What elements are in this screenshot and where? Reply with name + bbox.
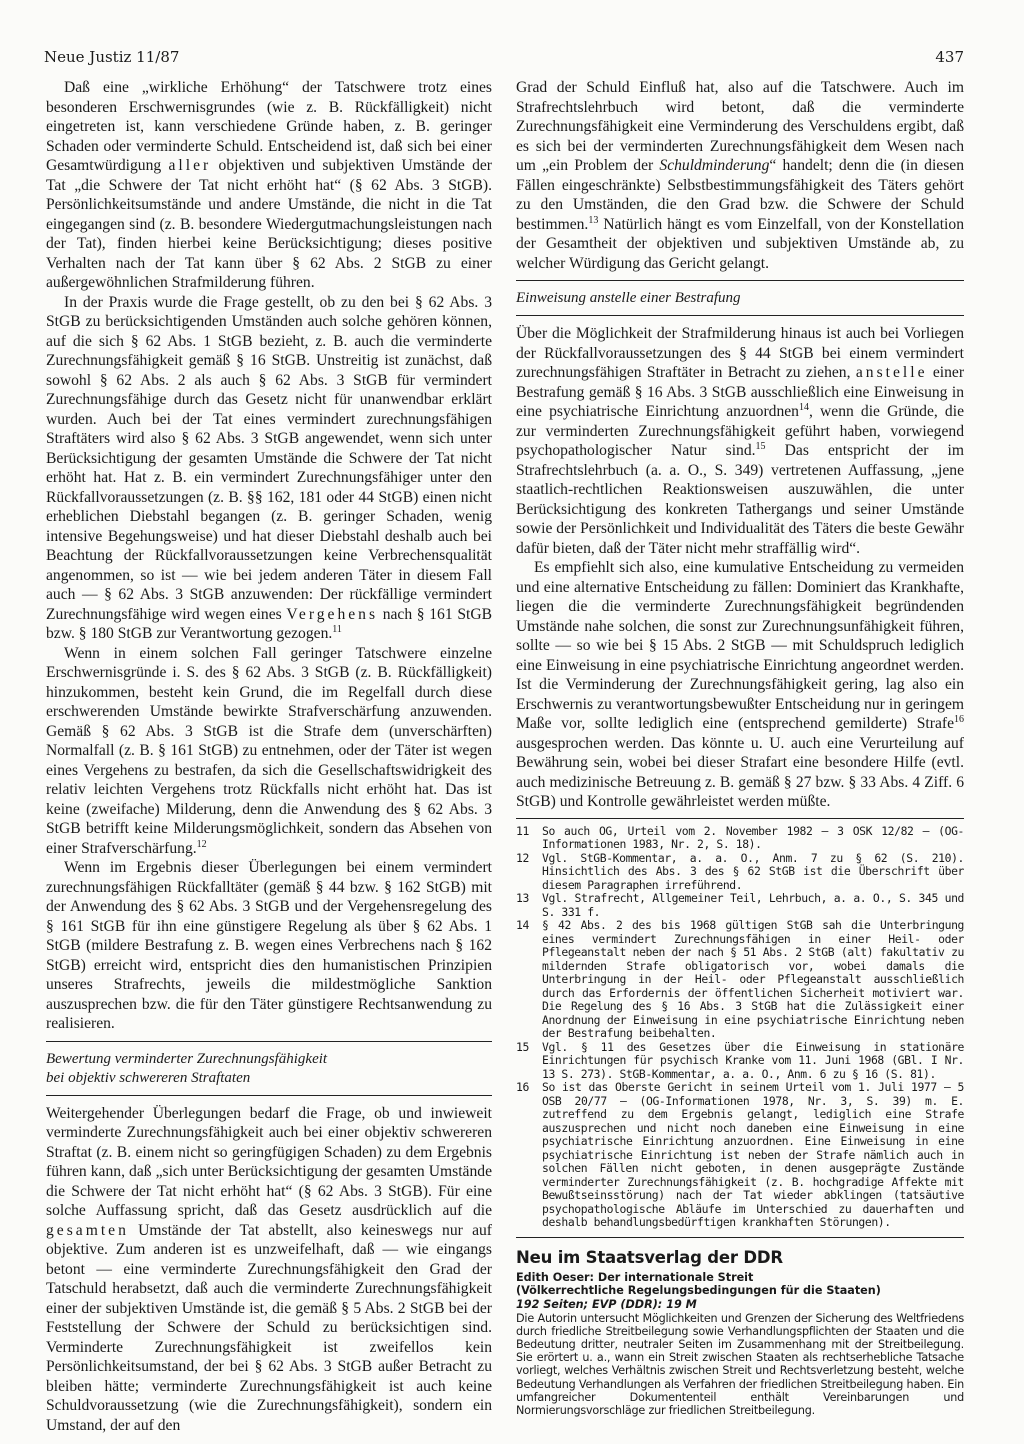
text: ausgesprochen werden. Das könnte u. U. auch eine Verurteilung auf Bewährung sein, wobei bei dieser Strafart eine besondere Hilfe (evtl. auch medizinische Betreuung z. B. gemäß § 27 bzw. § 33 Abs. 4 Ziff. 6 StGB) und Kontrolle gewährleistet werden müßte. <box>516 734 964 810</box>
text: einer Bestrafung gemäß § 16 Abs. 3 StGB ausschließlich eine Einweisung in eine psychiatrische Einrichtung anzuordnen <box>516 364 965 420</box>
text: Daß eine „wirkliche Erhöhung“ der Tatschwere trotz eines besonderen Erschwernisgrundes (wie z. B. Rückfälligkeit) nicht eingetreten ist, kann verschiedene Gründe haben, z. B. geringer Schaden oder verminderte Schuld. Entscheidend ist, daß sich bei einer Gesamtwürdigung <box>46 79 492 174</box>
footnotes <box>516 825 964 1230</box>
spaced-text: anstelle <box>855 364 928 381</box>
footnote-ref: 16 <box>954 713 964 725</box>
footnote <box>516 1081 964 1230</box>
paragraph <box>46 293 492 644</box>
paragraph <box>46 1104 492 1436</box>
footnote-number: 13 <box>516 891 529 905</box>
book-description: Die Autorin untersucht Möglichkeiten und Grenzen der Sicherung des Weltfriedens durch friedliche Streitbeilegung sowie Verhandlungspflichten der Staaten und die Bedeutung dritter, neutraler Seiten im Zusammenhang mit der Streitbeilegung. Sie erörtert u. a., wann ein Streit zwischen Staaten als rechtserhebliche Tatsache vorliegt, welches Verhältnis zwischen Streit und Rechtsverletzung besteht, welche Bedeutung Verhandlungen als Verfahren der friedlichen Streitbeilegung haben. Ein umfangreicher Dokumententeil enthält Vereinbarungen und Normierungsvorschläge zur friedlichen Streitbeilegung. <box>516 1311 964 1417</box>
text: Über die Möglichkeit der Strafmilderung hinaus ist auch bei Vorliegen der Rückfallvoraussetzungen des § 44 StGB bei einem vermindert zurechnungsfähigen Straftäter in Betracht zu ziehen, <box>516 325 964 381</box>
footnote-number: 12 <box>516 850 529 865</box>
footnote-text: So auch OG, Urteil vom 2. November 1982 — 3 OSK 12/82 — (OG-Informationen 1983, Nr. 2, S. 18). <box>542 823 964 851</box>
text: Wenn im Ergebnis dieser Überlegungen bei einem vermindert zurechnungsfähigen Rückfalltäter (gemäß § 44 bzw. § 162 StGB) mit der Anwendung des § 62 Abs. 3 StGB und der Vergehensregelung des § 161 StGB für ihn eine günstigere Regelung als über § 62 Abs. 1 StGB (mildere Bestrafung z. B. wegen eines Verbrechens nach § 162 StGB) erreicht wird, entspricht dies den humanistischen Prinzipien unseres Strafrechts, jeweils die mildestmögliche Sanktion auszusprechen bzw. die für den Täter günstigere Rechtsanwendung zu realisieren. <box>46 859 492 1032</box>
footnote-text: So ist das Oberste Gericht in seinem Urteil vom 1. Juli 1977 — 5 OSB 20/77 — (OG-Informationen 1978, Nr. 3, S. 39) m. E. zutreffend zu dem Ergebnis gelangt, lediglich eine Strafe auszusprechen und nicht noch daneben eine Einweisung in eine psychiatrische Einrichtung anzuordnen. Eine Einweisung in eine psychiatrische Einrichtung ist neben der Strafe nämlich auch in solchen Fällen nicht geboten, in denen ausgeprägte Zustände verminderter Zurechnungsfähigkeit (z. B. hochgradige Affekte mit Bewußtseinsstörung) nach der Tat wieder abklingen (tatsäutive psychopathologische Abläufe im Unterschied zu dauerhaften und deshalb behandlungsbedürftigen krankhaften Störungen). <box>542 1080 964 1229</box>
news-divider <box>516 1237 964 1238</box>
italic-text: Schuldminderung <box>659 157 770 174</box>
section-divider <box>46 1095 492 1096</box>
section-divider <box>46 1041 492 1042</box>
section-divider <box>516 280 964 281</box>
text: Wenn in einem solchen Fall geringer Tatschwere einzelne Erschwernisgründe i. S. des § 62 Abs. 3 StGB (z. B. Rückfälligkeit) hinzukommen, besteht kein Grund, die im Regelfall durch diese erschwerenden Umstände bewirkte Strafverschärfung anzuwenden. Gemäß § 62 Abs. 3 StGB ist die Strafe dem (unverschärften) Normalfall (z. B. § 161 StGB) zu entnehmen, oder der Täter ist wegen eines Vergehens zu bestrafen, da sich die Gesellschaftswidrigkeit des relativ leichten Vergehens trotz Rückfalls nicht erhöht hat. Das ist keine (zweifache) Milderung, denn die Anwendung des § 62 Abs. 3 StGB betrifft keine Milderungsmöglichkeit, sondern das Absehen von einer Strafverschärfung. <box>46 644 492 857</box>
spaced-text: gesamten <box>46 1221 129 1239</box>
footnote-ref: 13 <box>588 214 599 226</box>
footnote <box>516 852 964 893</box>
paragraph <box>516 558 964 812</box>
paragraph <box>516 324 964 558</box>
footnote-divider <box>516 818 964 819</box>
book-meta: 192 Seiten; EVP (DDR): 19 M <box>516 1297 697 1311</box>
text: In der Praxis wurde die Frage gestellt, ob zu den bei § 62 Abs. 3 StGB zu berücksichtigenden Umständen auch solche gehören können, auf die sich § 62 Abs. 1 StGB bezieht, z. B. auch die verminderte Zurechnungsfähigkeit gemäß § 16 StGB. Unstreitig ist zunächst, daß sowohl § 62 Abs. 2 als auch § 62 Abs. 3 StGB für vermindert Zurechnungsfähige durch das Gesetz nicht für unanwendbar erklärt wurden. Auch bei der Tat eines vermindert zurechnungsfähigen Straftäters wird also § 62 Abs. 3 StGB angewendet, wenn sich unter Berücksichtigung der gesamten Umstände die Schwere der Tat nicht erhöht hat. Hat z. B. ein vermindert Zurechnungsfähiger unter den Rückfallvoraussetzungen (z. B. §§ 162, 181 oder 44 StGB) einen nicht erheblichen Diebstahl begangen (z. B. geringer Schaden, wenig intensive Begehungsweise) und hat dieser Diebstahl deshalb auch bei Beachtung der Rückfallvoraussetzungen keine Verbrechensqualität angenommen, so ist — wie bei jedem anderen Täter in diesem Fall auch — § 62 Abs. 3 StGB anzuwenden: Der rückfällige vermindert Zurechnungsfähige wird wegen eines <box>46 293 492 623</box>
footnote-text: § 42 Abs. 2 des bis 1968 gültigen StGB sah die Unterbringung eines vermindert Zurechnungsfähigen in einer Heil- oder Pflegeanstalt neben der nach § 51 Abs. 2 StGB (alt) fakultativ zu mildernden Strafe obligatorisch vor, wobei damals die Unterbringung in der Heil- oder Pflegeanstalt ausschließlich durch das Erfordernis der öffentlichen Sicherheit motiviert war. Die Regelung des § 16 Abs. 3 StGB hat die Zulässigkeit einer Anordnung der Einweisung in eine psychiatrische Einrichtung neben der Bestrafung beibehalten. <box>542 918 964 1040</box>
news-title: Neu im Staatsverlag der DDR <box>516 1247 783 1267</box>
footnote-number: 11 <box>516 823 529 838</box>
section-title: Bewertung verminderter Zurechnungsfähigkeit <box>46 1050 328 1067</box>
text: Weitergehender Überlegungen bedarf die Frage, ob und inwieweit verminderte Zurechnungsfähigkeit auch bei einer objektiv schwereren Straftat (z. B. einem nicht so geringfügigen Schaden) zu dem Ergebnis führen kann, daß „sich unter Berücksichtigung der gesamten Umstände die Schwere der Tat nicht erhöht hat“ (§ 62 Abs. 3 StGB). Für eine solche Auffassung spricht, daß das Gesetz ausdrücklich auf die <box>46 1104 492 1219</box>
footnote <box>516 1041 964 1082</box>
footnote-ref: 15 <box>755 440 766 452</box>
book-subtitle: (Völkerrechtliche Regelungsbedingungen für die Staaten) <box>516 1284 881 1297</box>
footnote-text: Vgl. Strafrecht, Allgemeiner Teil, Lehrbuch, a. a. O., S. 345 und S. 331 f. <box>542 891 964 919</box>
right-column <box>516 78 964 1417</box>
footnote <box>516 825 964 852</box>
footnote-ref: 14 <box>798 401 809 413</box>
footnote-number: 15 <box>516 1039 529 1054</box>
footnote-ref: 11 <box>332 623 342 635</box>
text: Es empfiehlt sich also, eine kumulative Entscheidung zu vermeiden und eine alternative Entscheidung zu fällen: Dominiert das Krankhafte, liegen die die verminderte Zurechnungsfähigkeit begründenden Umstände nahe solchen, die sonst zur Zurechnungsunfähigkeit führen, sollte — so wie bei § 15 Abs. 2 StGB — mit Schuldspruch lediglich eine Einweisung in eine psychiatrische Einrichtung angeordnet werden. Ist die Verminderung der Zurechnungsfähigkeit gering, lag also ein Erschwernis zu verantwortungsbewußter Entscheidung nur in geringem Maße vor, sollte lediglich eine (entsprechend gemilderte) Strafe <box>516 559 964 732</box>
section-divider <box>516 315 964 316</box>
text: Umstände der Tat abstellt, also keineswegs nur auf objektive. Zum anderen ist es unzweifelhaft, daß — wie eingangs betont — eine verminderte Zurechnungsfähigkeit den Grad der Tatschuld herabsetzt, daß auch die verminderte Zurechnungsfähigkeit einer der subjektiven Umstände ist, die gemäß § 5 Abs. 2 StGB bei der Feststellung der Schwere der Schuld zu berücksichtigen sind. Verminderte Zurechnungsfähigkeit ist zweifellos kein Persönlichkeitsumstand, der bei § 62 Abs. 3 StGB außer Betracht zu bleiben hätte; verminderte Zurechnungsfähigkeit ist auch keine Schuldvoraussetzung (wie die Zurechnungsfähigkeit), sondern ein Umstand, der auf den <box>46 1221 492 1434</box>
spaced-text: aller <box>168 157 212 174</box>
page-header <box>44 44 964 70</box>
journal-title: Neue Justiz 11/87 <box>44 48 180 66</box>
text: Das entspricht der im Strafrechtslehrbuch (a. a. O., S. 349) vertretenen Auffassung, „jene staatlich-rechtlichen Reaktionsweisen auszuwählen, die unter Berücksichtigung des konkreten Tathergangs und seiner Umstände sowie der Persönlichkeit und Individualität des Täters die beste Gewähr dafür bieten, daß der Täter nicht mehr straffällig wird“. <box>516 442 964 557</box>
footnote-number: 16 <box>516 1080 529 1094</box>
page-number: 437 <box>935 48 964 66</box>
section-heading <box>46 1050 492 1088</box>
paragraph <box>516 78 964 273</box>
text: objektiven und subjektiven Umstände der Tat „die Schwere der Tat nicht erhöht hat“ (§ 62 Abs. 3 StGB). Persönlichkeitsumstände und andere Umstände, die nicht in die Tat eingegangen sind (z. B. besondere Wiedergutmachungsleistungen nach der Tat), finden hierbei keine Berücksichtigung; dieses positive Verhalten nach der Tat kann über § 62 Abs. 2 StGB zu einer außergewöhnlichen Strafmilderung führen. <box>46 157 492 291</box>
text: “ handelt; denn die (in diesen Fällen eingeschränkte) Selbstbestimmungsfähigkeit des Täters gehört zu den Umständen, die den Grad bzw. die Schwere der Schuld bestimmen. <box>516 157 964 233</box>
footnote <box>516 892 964 919</box>
section-title: Einweisung anstelle einer Bestrafung <box>516 290 741 306</box>
text: Grad der Schuld Einfluß hat, also auf die Tatschwere. Auch im Strafrechtslehrbuch wird betont, daß die verminderte Zurechnungsfähigkeit eine Verminderung des Verschuldens ergibt, daß es sich bei der verminderten Zurechnungsfähigkeit dem Wesen nach um „ein Problem der <box>516 79 964 174</box>
section-title: bei objektiv schwereren Straftaten <box>46 1069 251 1086</box>
paragraph <box>46 858 492 1034</box>
publisher-notice <box>516 1248 964 1418</box>
footnote-ref: 12 <box>196 838 207 850</box>
text: Natürlich hängt es vom Einzelfall, von der Konstellation der Gesamtheit der objektiven und subjektiven Umstände ab, zu welcher Würdigung das Gericht gelangt. <box>516 215 964 272</box>
paragraph <box>46 644 492 859</box>
footnote-number: 14 <box>516 918 529 932</box>
footnote <box>516 919 964 1041</box>
text: nach § 161 StGB bzw. § 180 StGB zur Verantwortung gezogen. <box>46 605 492 642</box>
section-heading <box>516 289 964 308</box>
footnote-text: Vgl. StGB-Kommentar, a. a. O., Anm. 7 zu § 62 (S. 210). Hinsichtlich des Abs. 3 des § 62 StGB ist die Überschrift über diesem Paragraphen irreführend. <box>542 850 964 892</box>
text: , wenn die Gründe, die zur verminderten Zurechnungsfähigkeit geführt haben, vorwiegend psychopathologischer Natur sind. <box>516 403 964 459</box>
footnote-text: Vgl. § 11 des Gesetzes über die Einweisung in stationäre Einrichtungen für psychisch Kranke vom 11. Juni 1968 (GBl. I Nr. 13 S. 273). StGB-Kommentar, a. a. O., Anm. 6 zu § 16 (S. 81). <box>542 1039 964 1081</box>
spaced-text: Vergehens <box>286 605 379 623</box>
paragraph <box>46 78 492 293</box>
book-title: Edith Oeser: Der internationale Streit <box>516 1270 754 1284</box>
left-column <box>46 78 492 1435</box>
